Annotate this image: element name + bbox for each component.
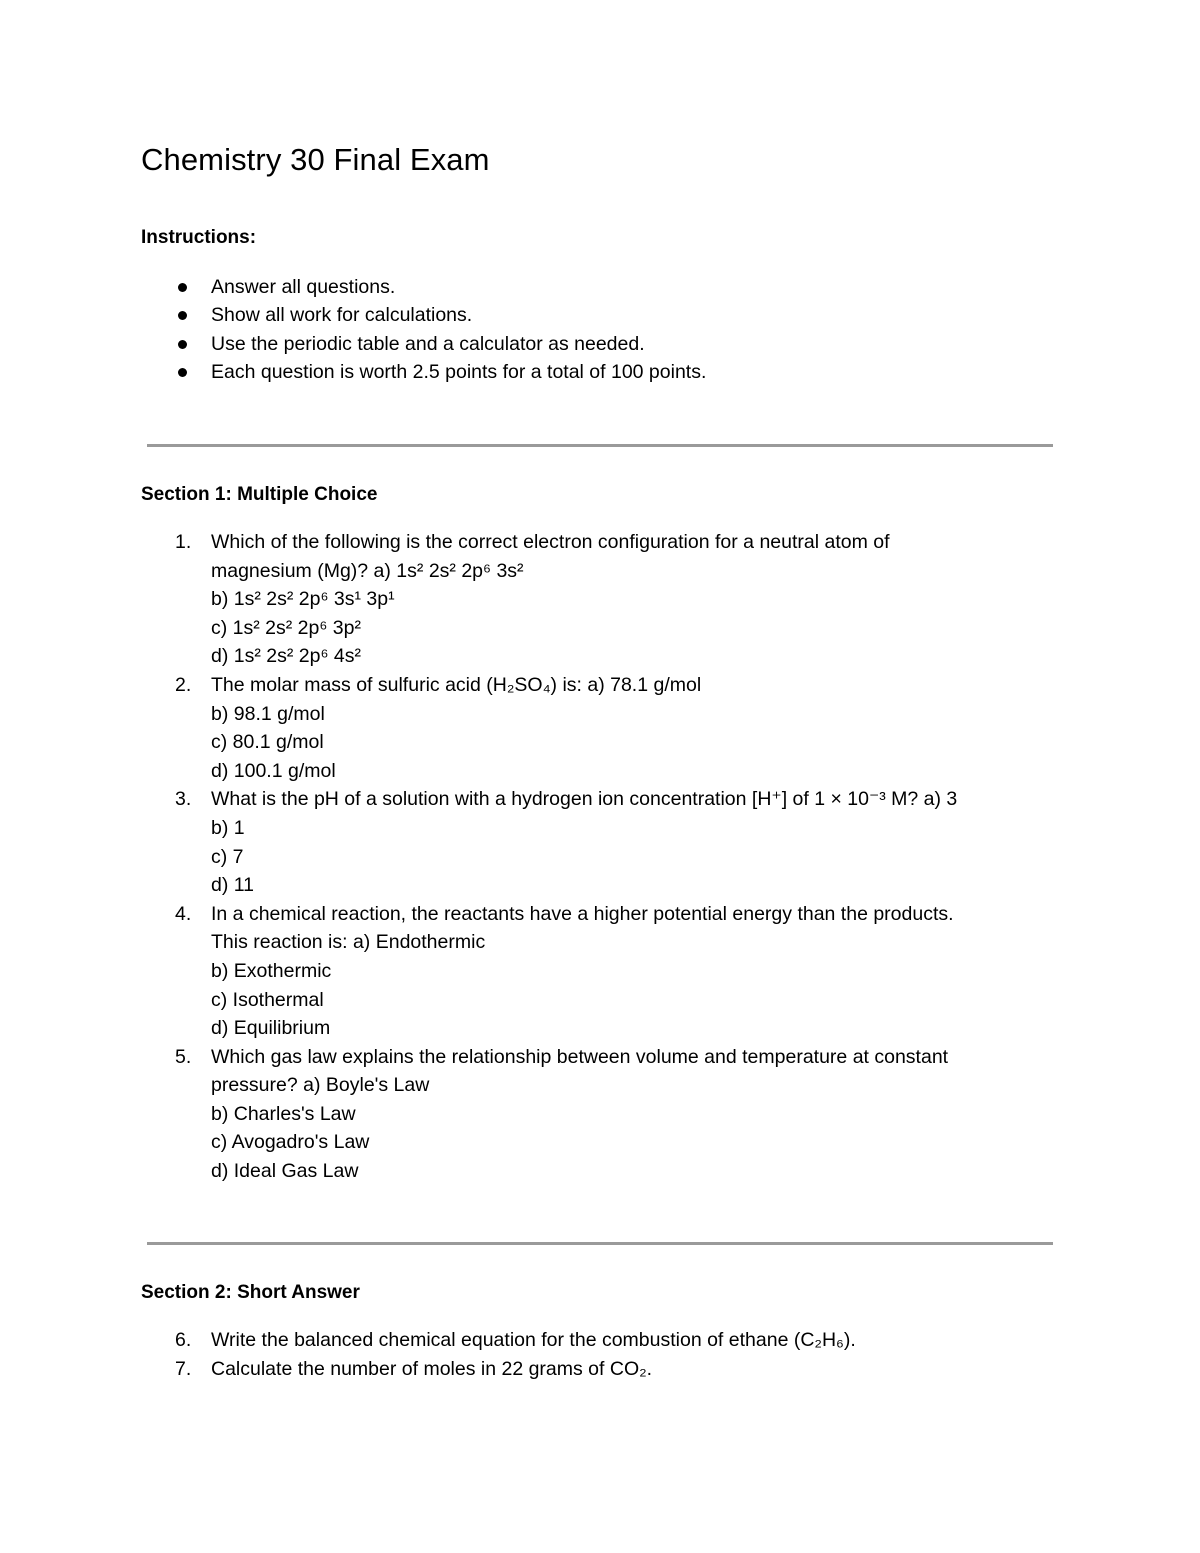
answer-option: b) 98.1 g/mol	[211, 702, 325, 725]
question-text	[211, 1355, 1041, 1384]
question-number: 5.	[175, 1045, 192, 1068]
instruction-item	[0, 358, 706, 386]
section-divider	[147, 1242, 1053, 1245]
question-text	[211, 1326, 1041, 1355]
question-line: Calculate the number of moles in 22 grams of CO₂.	[211, 1357, 653, 1380]
multiple-choice-list	[0, 528, 1200, 1186]
answer-option: d) Ideal Gas Law	[211, 1160, 359, 1183]
question-text	[211, 528, 1041, 671]
section-1-heading: Section 1: Multiple Choice	[141, 484, 378, 505]
question-line: Which gas law explains the relationship between volume and temperature at constant	[211, 1045, 949, 1068]
section-divider	[147, 444, 1053, 447]
answer-option: c) Isothermal	[211, 988, 324, 1011]
page-title: Chemistry 30 Final Exam	[141, 142, 490, 177]
question-item	[0, 671, 1200, 785]
question-item	[0, 1355, 1200, 1384]
bullet-dot-icon	[178, 368, 187, 377]
question-line: In a chemical reaction, the reactants have a higher potential energy than the products.	[211, 902, 954, 925]
question-item	[0, 785, 1200, 899]
answer-option: b) 1s² 2s² 2p⁶ 3s¹ 3p¹	[211, 588, 395, 611]
question-number: 2.	[175, 673, 192, 696]
question-line: This reaction is: a) Endothermic	[211, 931, 486, 954]
instruction-text: Show all work for calculations.	[211, 304, 473, 327]
question-item	[0, 900, 1200, 1043]
answer-option: d) 100.1 g/mol	[211, 759, 336, 782]
instruction-item	[0, 301, 706, 329]
answer-option: d) 1s² 2s² 2p⁶ 4s²	[211, 645, 361, 668]
question-number: 7.	[175, 1357, 192, 1380]
question-item	[0, 528, 1200, 671]
question-text	[211, 671, 1041, 785]
question-line: Write the balanced chemical equation for the combustion of ethane (C₂H₆).	[211, 1329, 856, 1351]
question-number: 4.	[175, 902, 192, 925]
instruction-item	[0, 273, 706, 301]
question-line: magnesium (Mg)? a) 1s² 2s² 2p⁶ 3s²	[211, 559, 524, 582]
short-answer-list	[0, 1326, 1200, 1383]
answer-option: c) 80.1 g/mol	[211, 731, 324, 754]
question-text	[211, 1043, 1041, 1186]
question-number: 3.	[175, 788, 192, 811]
instruction-text: Use the periodic table and a calculator as needed.	[211, 332, 645, 355]
bullet-dot-icon	[178, 283, 187, 292]
answer-option: b) Exothermic	[211, 959, 332, 982]
question-item	[0, 1326, 1200, 1355]
question-line: pressure? a) Boyle's Law	[211, 1074, 430, 1097]
instructions-heading: Instructions:	[141, 227, 257, 248]
question-number: 1.	[175, 531, 192, 553]
question-line: The molar mass of sulfuric acid (H₂SO₄) is: a) 78.1 g/mol	[211, 673, 702, 696]
question-line: What is the pH of a solution with a hydrogen ion concentration [H⁺] of 1 × 10⁻³ M? a) 3	[211, 788, 958, 811]
answer-option: b) Charles's Law	[211, 1102, 356, 1125]
question-line: Which of the following is the correct electron configuration for a neutral atom of	[211, 531, 890, 553]
instructions-list	[0, 273, 706, 387]
question-item	[0, 1043, 1200, 1186]
bullet-dot-icon	[178, 340, 187, 349]
question-number: 6.	[175, 1329, 192, 1351]
question-text	[211, 900, 1041, 1043]
answer-option: c) 7	[211, 845, 244, 868]
instruction-text: Answer all questions.	[211, 276, 396, 298]
answer-option: c) 1s² 2s² 2p⁶ 3p²	[211, 616, 361, 639]
bullet-dot-icon	[178, 311, 187, 320]
answer-option: c) Avogadro's Law	[211, 1131, 370, 1154]
instruction-text: Each question is worth 2.5 points for a total of 100 points.	[211, 361, 707, 384]
answer-option: d) 11	[211, 874, 254, 897]
answer-option: d) Equilibrium	[211, 1017, 331, 1040]
section-2-heading: Section 2: Short Answer	[141, 1282, 360, 1303]
instruction-item	[0, 330, 706, 358]
answer-option: b) 1	[211, 816, 245, 839]
question-text	[211, 785, 1041, 899]
